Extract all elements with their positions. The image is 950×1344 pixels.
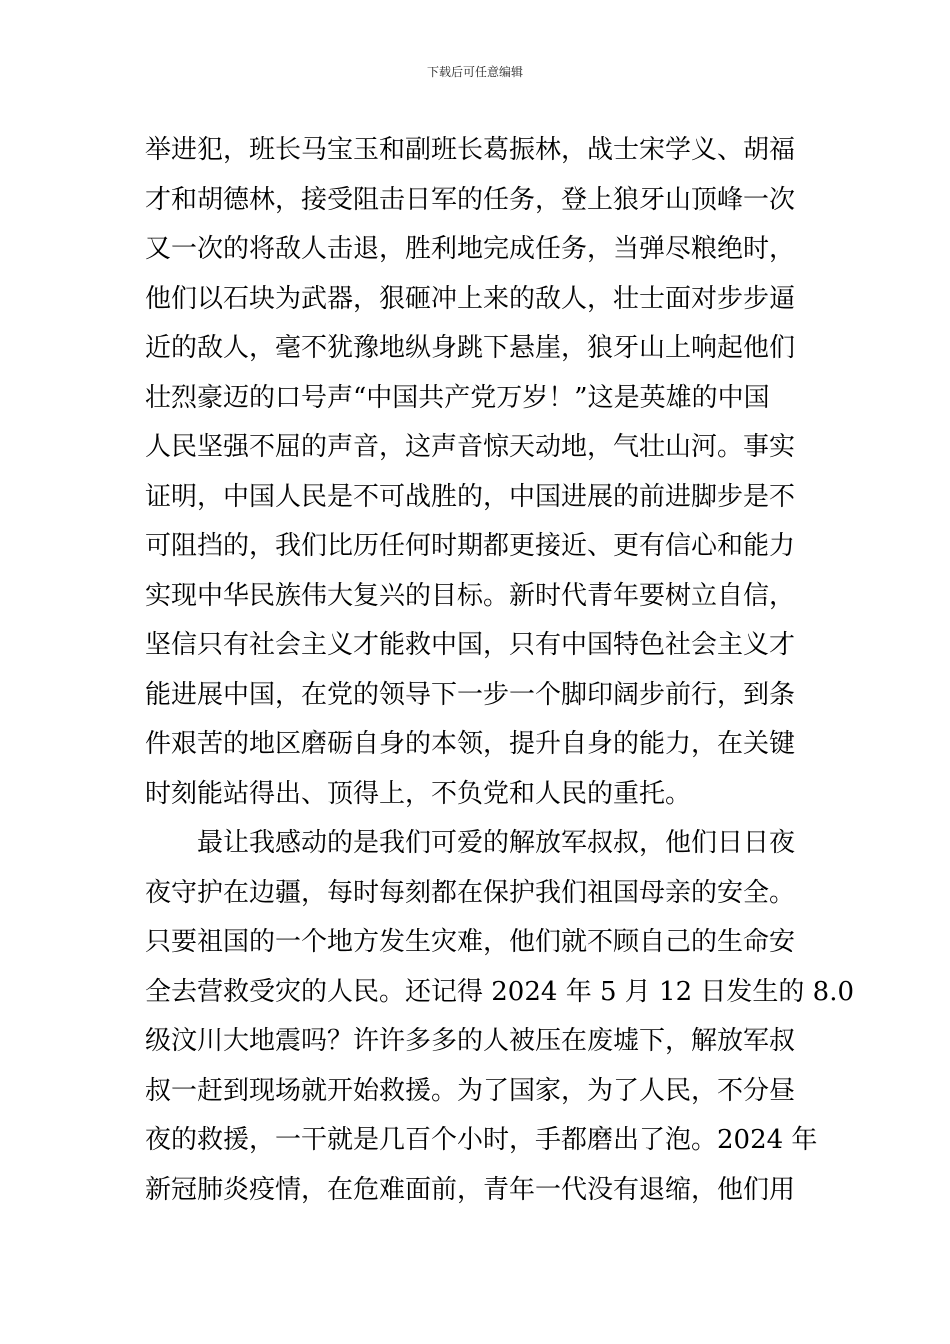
text-line: 夜的救援，一干就是几百个小时，手都磨出了泡。2024 年 [145,1125,818,1155]
paragraph-1 [145,126,810,819]
text-line: 人民坚强不屈的声音，这声音惊天动地，气壮山河。事实 [145,432,796,462]
text-line: 举进犯，班长马宝玉和副班长葛振林，战士宋学义、胡福 [145,135,796,165]
text-line: 最让我感动的是我们可爱的解放军叔叔，他们日日夜 [197,828,796,858]
text-line: 坚信只有社会主义才能救中国，只有中国特色社会主义才 [145,630,796,660]
text-line: 只要祖国的一个地方发生灾难，他们就不顾自己的生命安 [145,927,796,957]
text-line: 时刻能站得出、顶得上，不负党和人民的重托。 [145,778,692,809]
text-line: 夜守护在边疆，每时每刻都在保护我们祖国母亲的安全。 [145,877,796,908]
text-line: 近的敌人，毫不犹豫地纵身跳下悬崖，狼牙山上响起他们 [145,333,796,363]
document-body [145,126,854,1215]
text-line: 叔一赶到现场就开始救援。为了国家，为了人民，不分昼 [145,1075,796,1106]
text-line: 又一次的将敌人击退，胜利地完成任务，当弹尽粮绝时， [145,234,796,264]
text-line: 证明，中国人民是不可战胜的，中国进展的前进脚步是不 [145,481,796,512]
text-line: 才和胡德林，接受阻击日军的任务，登上狼牙山顶峰一次 [145,184,796,215]
text-line: 可阻挡的，我们比历任何时期都更接近、更有信心和能力 [145,531,796,561]
text-line: 件艰苦的地区磨砺自身的本领，提升自身的能力，在关键 [145,729,796,759]
text-line: 能进展中国，在党的领导下一步一个脚印阔步前行，到条 [145,679,796,710]
text-line: 新冠肺炎疫情，在危难面前，青年一代没有退缩，他们用 [145,1174,796,1205]
text-line: 他们以石块为武器，狠砸冲上来的敌人，壮士面对步步逼 [145,283,796,314]
page-header: 下载后可任意编辑 [426,65,523,79]
text-line: 壮烈豪迈的口号声“中国共产党万岁！”这是英雄的中国 [145,382,770,413]
text-line: 全去营救受灾的人民。还记得 2024 年 5 月 12 日发生的 8.0 [145,976,854,1007]
text-line: 级汶川大地震吗？许许多多的人被压在废墟下，解放军叔 [145,1026,796,1056]
text-line: 实现中华民族伟大复兴的目标。新时代青年要树立自信， [145,580,796,611]
paragraph-2 [145,819,854,1215]
